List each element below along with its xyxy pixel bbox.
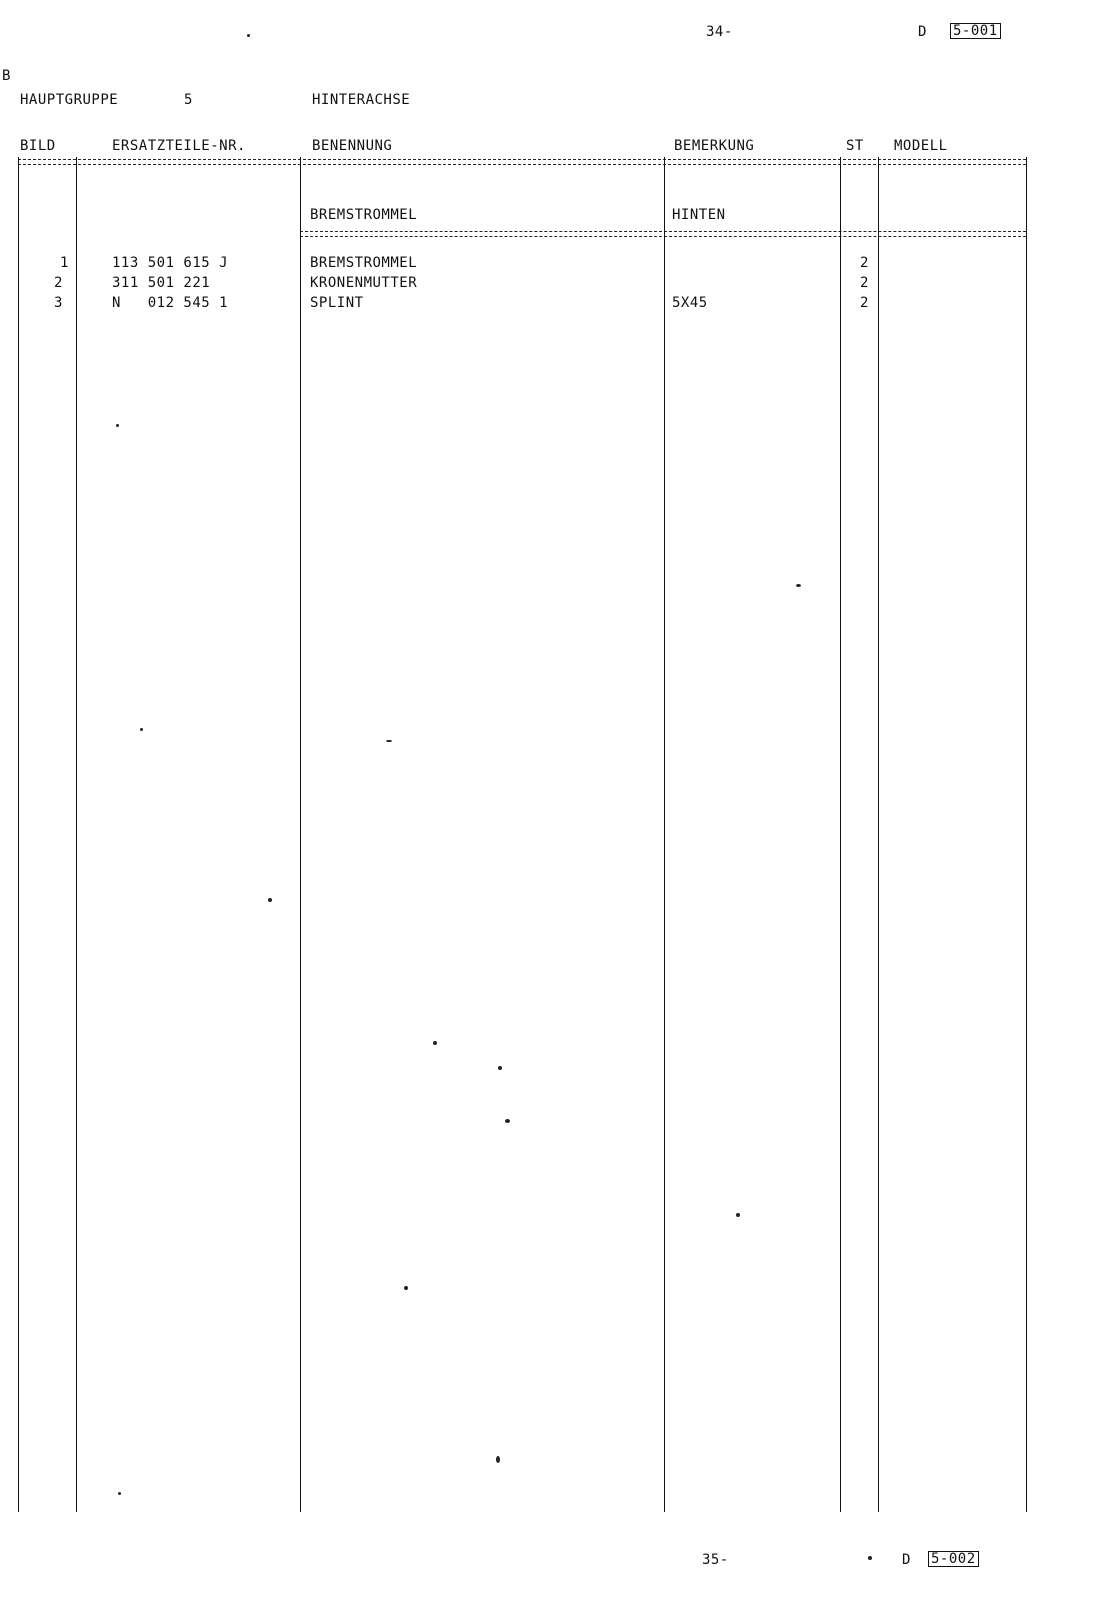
column-divider-st	[878, 157, 879, 1512]
group-name: HINTERACHSE	[312, 92, 411, 108]
row-quantity: 2	[860, 255, 869, 271]
row-bild: 1	[60, 255, 69, 271]
column-divider-benennung	[664, 157, 665, 1512]
column-header-benennung: BENENNUNG	[312, 138, 393, 154]
column-divider-ersatzteile	[300, 157, 301, 1512]
column-divider-bild	[76, 157, 77, 1512]
top-page-number: 34-	[706, 24, 733, 40]
column-header-st: ST	[846, 138, 864, 154]
scan-speck	[736, 1213, 740, 1217]
row-bild: 3	[54, 295, 63, 311]
scan-speck	[796, 584, 801, 587]
table-border-right	[1026, 157, 1027, 1512]
row-bild: 2	[54, 275, 63, 291]
group-label: HAUPTGRUPPE	[20, 92, 119, 108]
scan-speck	[433, 1041, 437, 1045]
column-header-bild: BILD	[20, 138, 56, 154]
bottom-page-number: 35-	[702, 1552, 729, 1568]
top-page-code: 5-001	[950, 23, 1001, 39]
scan-speck	[498, 1066, 502, 1070]
header-double-rule	[18, 159, 1026, 165]
scan-speck	[505, 1119, 510, 1123]
scan-speck	[386, 740, 392, 742]
bottom-code-prefix: D	[902, 1552, 911, 1568]
column-header-bemerkung: BEMERKUNG	[674, 138, 755, 154]
row-name: BREMSTROMMEL	[310, 255, 418, 271]
table-border-left	[18, 157, 19, 1512]
scan-speck	[140, 728, 143, 731]
scan-speck	[116, 424, 119, 427]
row-quantity: 2	[860, 295, 869, 311]
row-name: SPLINT	[310, 295, 364, 311]
section-title: BREMSTROMMEL	[310, 207, 418, 223]
top-code-prefix: D	[918, 24, 927, 40]
row-part-number: 311 501 221	[112, 275, 211, 291]
scan-speck	[247, 34, 250, 37]
column-header-ersatzteile: ERSATZTEILE-NR.	[112, 138, 246, 154]
row-quantity: 2	[860, 275, 869, 291]
column-header-modell: MODELL	[894, 138, 948, 154]
scan-speck	[404, 1286, 408, 1290]
scan-speck	[118, 1492, 121, 1495]
bottom-page-code: 5-002	[928, 1551, 979, 1567]
row-name: KRONENMUTTER	[310, 275, 418, 291]
row-remark: 5X45	[672, 295, 708, 311]
section-double-rule	[300, 231, 1026, 237]
group-number: 5	[184, 92, 193, 108]
column-divider-bemerkung	[840, 157, 841, 1512]
scan-speck	[268, 898, 272, 902]
scan-speck	[496, 1456, 500, 1463]
row-part-number: N 012 545 1	[112, 295, 229, 311]
corner-mark: B	[2, 68, 11, 84]
row-part-number: 113 501 615 J	[112, 255, 229, 271]
section-remark: HINTEN	[672, 207, 726, 223]
scan-speck	[868, 1556, 872, 1560]
